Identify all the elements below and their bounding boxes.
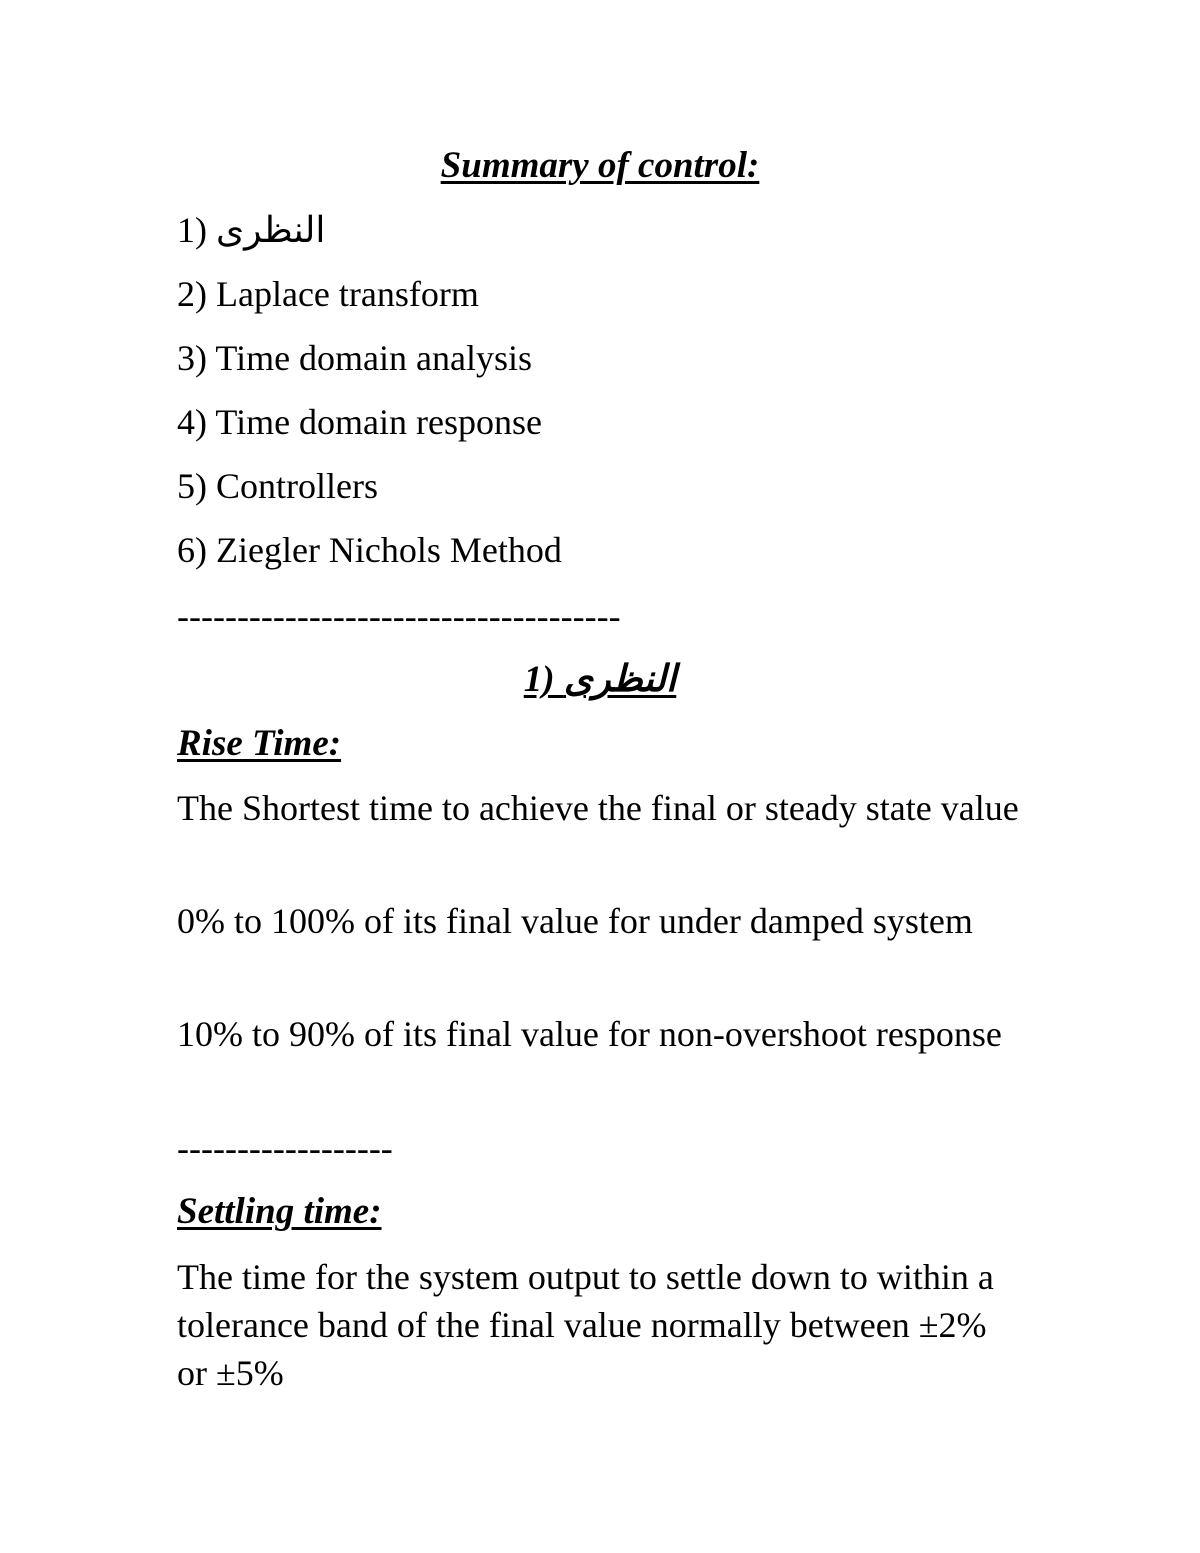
separator-long: ------------------------------------- <box>177 596 621 636</box>
settling-time-heading: Settling time: <box>177 1191 382 1232</box>
toc-item-1: 1) النظرى <box>177 210 326 250</box>
rise-time-paragraph-1: The Shortest time to achieve the final or steady state value <box>177 788 1019 828</box>
toc-item-5: 5) Controllers <box>177 466 378 506</box>
separator-short: ------------------ <box>177 1128 393 1168</box>
section-heading: 1) النظرى <box>523 659 677 700</box>
toc-item-3: 3) Time domain analysis <box>177 338 533 378</box>
toc-item-4: 4) Time domain response <box>177 402 542 442</box>
rise-time-paragraph-3: 10% to 90% of its final value for non-overshoot response <box>177 1014 1002 1054</box>
rise-time-paragraph-2: 0% to 100% of its final value for under damped system <box>177 901 973 941</box>
settling-time-paragraph: The time for the system output to settle down to within a tolerance band of the final value normally between ±2% or ±5% <box>177 1257 994 1393</box>
toc-item-2: 2) Laplace transform <box>177 274 479 314</box>
rise-time-heading: Rise Time: <box>177 723 342 764</box>
toc-item-6: 6) Ziegler Nichols Method <box>177 530 562 570</box>
document-title: Summary of control: <box>440 145 760 186</box>
